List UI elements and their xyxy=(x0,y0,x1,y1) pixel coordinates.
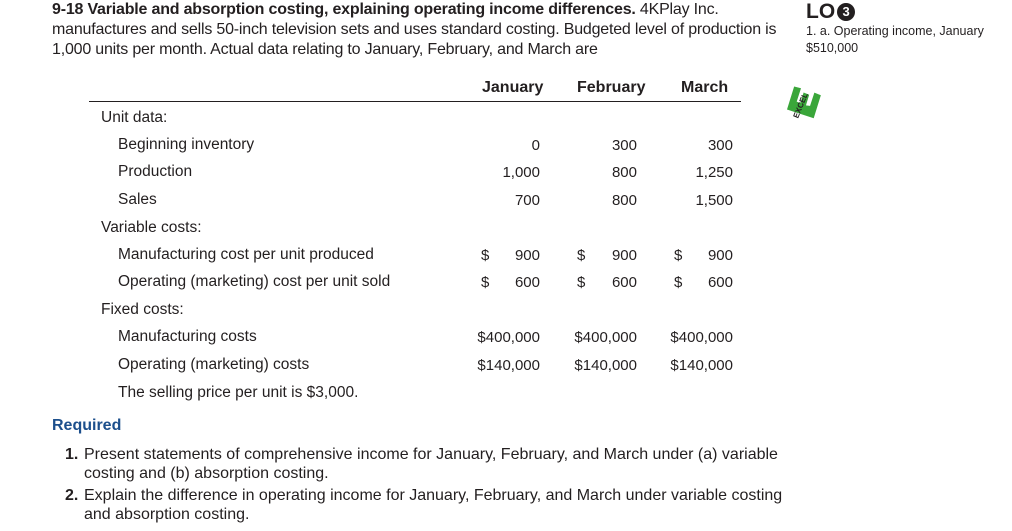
required-item-2 xyxy=(52,486,792,526)
cell-sales-feb: 800 xyxy=(611,192,637,209)
hint-line-1: 1. a. Operating income, January xyxy=(806,24,984,38)
row-label-sales: Sales xyxy=(118,191,157,208)
cell-mfg-cost-unit-mar: 900 xyxy=(707,247,733,264)
cell-op-cost-unit-feb: 600 xyxy=(611,274,637,291)
dollar-sign: $ xyxy=(577,274,586,291)
dollar-sign: $ xyxy=(481,274,490,291)
selling-price-note: The selling price per unit is $3,000. xyxy=(118,384,359,401)
dollar-sign: $ xyxy=(481,247,490,264)
required-item-1 xyxy=(52,445,792,485)
section-unit-data: Unit data: xyxy=(101,109,168,126)
dollar-sign: $ xyxy=(674,247,683,264)
cell-mfg-cost-unit-feb: 900 xyxy=(611,247,637,264)
dollar-sign: $ xyxy=(577,247,586,264)
cell-fixed-op-feb: $140,000 xyxy=(574,357,637,374)
cell-fixed-op-jan: $140,000 xyxy=(477,357,540,374)
row-label-beginning-inventory: Beginning inventory xyxy=(118,136,255,153)
required-item-1-line-2: costing and (b) absorption costing. xyxy=(84,465,329,482)
problem-title: 9-18 Variable and absorption costing, explaining operating income differences. xyxy=(52,1,636,18)
required-item-2-line-1: Explain the difference in operating income for January, February, and March under variable costing xyxy=(84,487,783,504)
row-label-manufacturing-costs: Manufacturing costs xyxy=(118,328,257,345)
cell-fixed-mfg-feb: $400,000 xyxy=(574,329,637,346)
cell-mfg-cost-unit-jan: 900 xyxy=(514,247,540,264)
lo-label: LO xyxy=(806,0,836,23)
cell-fixed-op-mar: $140,000 xyxy=(670,357,733,374)
required-item-1-line-1: Present statements of comprehensive income for January, February, and March under (a) variable xyxy=(84,446,778,463)
row-label-operating-cost-per-unit: Operating (marketing) cost per unit sold xyxy=(118,273,391,290)
cell-sales-jan: 700 xyxy=(514,192,540,209)
required-item-number: 2. xyxy=(65,487,79,504)
cell-beginning-inventory-mar: 300 xyxy=(707,137,733,154)
section-variable-costs: Variable costs: xyxy=(101,219,202,236)
cell-beginning-inventory-jan: 0 xyxy=(531,137,540,154)
cell-op-cost-unit-jan: 600 xyxy=(514,274,540,291)
dollar-sign: $ xyxy=(674,274,683,291)
problem-line-2: manufactures and sells 50-inch television sets and uses standard costing. Budgeted level of production is xyxy=(52,21,777,38)
required-item-number: 1. xyxy=(65,446,79,463)
row-label-manufacturing-cost-per-unit: Manufacturing cost per unit produced xyxy=(118,246,374,263)
excel-label: EXCEL xyxy=(791,91,810,120)
cell-beginning-inventory-feb: 300 xyxy=(611,137,637,154)
row-label-operating-costs: Operating (marketing) costs xyxy=(118,356,310,373)
lo-number-badge: 3 xyxy=(837,3,855,21)
required-heading: Required xyxy=(52,417,122,434)
col-header-february: February xyxy=(577,79,646,96)
required-item-text xyxy=(84,445,804,483)
row-label-production: Production xyxy=(118,163,193,180)
section-fixed-costs: Fixed costs: xyxy=(101,301,184,318)
header-rule xyxy=(89,101,741,102)
cell-sales-mar: 1,500 xyxy=(695,192,733,209)
problem-line-3: 1,000 units per month. Actual data relating to January, February, and March are xyxy=(52,41,598,58)
col-header-january: January xyxy=(482,79,544,96)
cell-op-cost-unit-mar: 600 xyxy=(707,274,733,291)
col-header-march: March xyxy=(681,79,729,96)
problem-company: 4KPlay Inc. xyxy=(639,1,719,18)
cell-fixed-mfg-mar: $400,000 xyxy=(670,329,733,346)
hint-line-2: $510,000 xyxy=(806,41,859,55)
cell-production-jan: 1,000 xyxy=(502,164,540,181)
required-item-2-line-2: and absorption costing. xyxy=(84,506,250,523)
cell-production-mar: 1,250 xyxy=(695,164,733,181)
cell-fixed-mfg-jan: $400,000 xyxy=(477,329,540,346)
cell-production-feb: 800 xyxy=(611,164,637,181)
required-item-text xyxy=(84,486,804,524)
